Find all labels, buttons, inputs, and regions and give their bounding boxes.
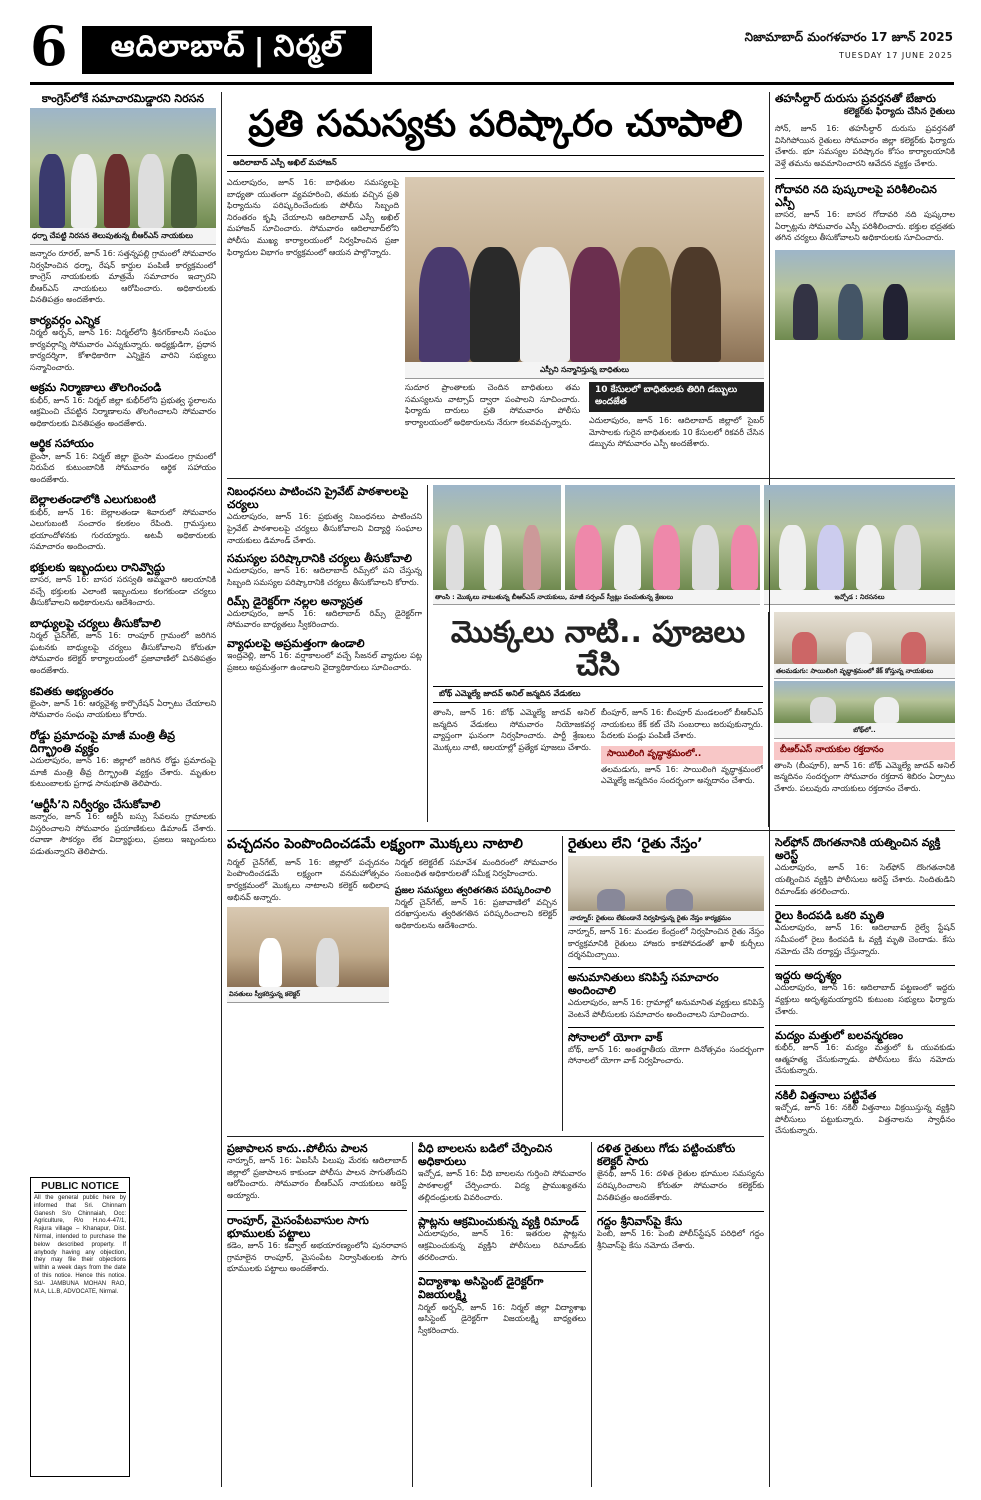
farmer-column bbox=[568, 836, 764, 1131]
bottom-col-2 bbox=[418, 1142, 586, 1487]
plant-headline: మొక్కలు నాటి.. పూజలు చేసి bbox=[450, 615, 746, 683]
plant-subhead: బీఆర్‌ఎస్ నాయకుల రక్తదానం bbox=[774, 742, 955, 760]
masthead-rule bbox=[30, 82, 954, 85]
lead-highlight: 10 కేసులలో బాధితులకు తిరిగి డబ్బులు అందజేత bbox=[589, 382, 764, 412]
section-rule bbox=[227, 830, 955, 831]
lead-photo-caption: ఎస్పీని సన్మానిస్తున్న బాధితులు bbox=[405, 362, 764, 379]
story-body: తలమడుగు, జూన్ 16: సాయిలింగి వృద్ధాశ్రమంలో ఎమ్మెల్యే జన్మదినం సందర్భంగా అన్నదానం చేశారు. bbox=[601, 764, 763, 786]
story-body: బాసర, జూన్ 16: బాసర సరస్వతి అమ్మవారి ఆలయానికి వచ్చే భక్తులకు ఎలాంటి ఇబ్బందులు కలగకుండా చర్యలు తీసుకోవాలని అధికారులను ఆదేశించారు. bbox=[30, 575, 216, 608]
public-notice bbox=[30, 1177, 130, 1477]
story-headline: గద్దం శ్రీనివాస్‌పై కేసు bbox=[597, 1211, 764, 1228]
story-body: ఎదులాపురం, జూన్ 16: జిల్లాలో జరిగిన రోడ్డు ప్రమాదంపై మాజీ మంత్రి తీవ్ర దిగ్భ్రాంతి వ్యక్తం చేశారు. మృతుల కుటుంబాలకు ప్రగాఢ సానుభూతి తెలిపారు. bbox=[30, 756, 216, 789]
story-body: నార్నూర్, జూన్ 16: మండల కేంద్రంలో నిర్వహించిన రైతు నేస్తం కార్యక్రమానికి రైతులు హాజరు కాకపోవడంతో ఖాళీ కుర్చీలు దర్శనమిచ్చాయి. bbox=[568, 927, 764, 960]
story-photo bbox=[774, 681, 955, 723]
story-headline: రాంపూర్, మైసంపేటవాసుల సాగు భూములకు పట్టాలు bbox=[227, 1210, 407, 1240]
lead-headline: ప్రతి సమస్యకు పరిష్కారం చూపాలి bbox=[248, 102, 743, 145]
photo-caption: తలమడుగు: సాయిలింగి వృద్ధాశ్రమంలో కేక్ కోస్తున్న నాయకులు bbox=[774, 664, 955, 679]
lead-body: ఎదులాపురం, జూన్ 16: బాధితుల సమస్యలపై బాధ్యతా యుతంగా వ్యవహరించి, తమకు వచ్చిన ప్రతి ఫిర్యాదును పరిష్కరించేందుకు పోలీసు సిబ్బంది నిరంతరం కృషి చేయాలని ఆదిలాబాద్ ఎస్పీ అఖిల్ మహాజన్ సూచించారు. సోమవారం ఆదిలాబాద్‌లోని పోలీసు ముఖ్య కార్యాలయంలో నిర్వహించిన ప్రజా ఫిర్యాదుల విభాగం కార్యక్రమంలో ఆయన పాల్గొన్నారు. bbox=[227, 178, 399, 257]
masthead bbox=[0, 0, 981, 82]
column-divider bbox=[562, 836, 563, 1131]
photo-caption: ధర్నా చేపట్టి నిరసన తెలుపుతున్న బీఆర్‌ఎస్ నాయకులు bbox=[30, 228, 216, 245]
plant-story bbox=[433, 612, 763, 827]
story-photo bbox=[568, 856, 764, 911]
date-telugu: నిజామాబాద్ మంగళవారం 17 జూన్ 2025 bbox=[744, 30, 953, 44]
story-headline: గోదావరి నది పుష్కరాలపై పరిశీలించిన ఎస్పీ bbox=[775, 178, 955, 209]
story-headline: రైలు కిందపడి ఒకరి మృతి bbox=[775, 905, 955, 922]
column-right-top bbox=[775, 92, 955, 492]
edition-left: ఆదిలాబాద్ bbox=[110, 29, 246, 64]
story-body: పెంబి, జూన్ 16: పెంబి పోలీస్‌స్టేషన్ పరిధిలో గద్దం శ్రీనివాస్‌పై కేసు నమోదు చేశారు. bbox=[597, 1229, 764, 1250]
edition-separator: | bbox=[253, 32, 266, 68]
story-body: తాంసి (బీంపూర్), జూన్ 16: బోథ్ ఎమ్మెల్యే జాదవ్ అనిల్ జన్మదినం సందర్భంగా సోమవారం రక్తదాన శిబిరం ఏర్పాటు చేశారు. పలువురు నాయకులు రక్తదానం చేశారు. bbox=[774, 760, 955, 794]
section-rule bbox=[227, 478, 955, 479]
story-headline: నకిలీ విత్తనాలు పట్టివేత bbox=[775, 1085, 955, 1102]
column-divider bbox=[221, 92, 222, 1487]
story-headline: భక్తులకు ఇబ్బందులు రానివ్వొద్దు bbox=[30, 560, 165, 574]
column-mid bbox=[227, 485, 422, 822]
story-headline: కవితకు అభ్యంతరం bbox=[30, 684, 114, 698]
column-divider bbox=[591, 1142, 592, 1487]
date-english: TUESDAY 17 JUNE 2025 bbox=[838, 51, 953, 60]
story-headline: ఇద్దరు అదృశ్యం bbox=[775, 965, 955, 982]
notice-title: PUBLIC NOTICE bbox=[34, 1181, 126, 1193]
story-photo bbox=[227, 907, 389, 987]
story-body: బాసర, జూన్ 16: బాసర గోదావరి నది పుష్కరాల ఏర్పాట్లను సోమవారం ఎస్పీ పరిశీలించారు. భక్తుల భద్రతకు తగిన చర్యలు తీసుకోవాలని అధికారులకు సూచించారు. bbox=[775, 209, 955, 243]
story-body: ఎదులాపురం, జూన్ 16: సెల్‌ఫోన్ దొంగతనానికి యత్నించిన వ్యక్తిని పోలీసులు అరెస్ట్ చేశారు. నిందితుడిని రిమాండ్‌కు తరలించారు. bbox=[775, 863, 955, 896]
story-headline: మద్యం మత్తులో బలవన్మరణం bbox=[775, 1025, 955, 1042]
column-divider bbox=[769, 92, 770, 492]
column-left bbox=[30, 92, 216, 1487]
story-body: ఎదులాపురం, జూన్ 16: ఆదిలాబాద్ రిమ్స్‌లో పని చేస్తున్న సిబ్బంది సమస్యల పరిష్కారానికి చర్యలు తీసుకోవాలని కోరారు. bbox=[227, 566, 422, 587]
story-body: భైంసా, జూన్ 16: ఆర్యవైశ్య కార్పొరేషన్ ఏర్పాటు చేయాలని సోమవారం సంఘ నాయకులు కోరారు. bbox=[30, 698, 216, 720]
story-body: ఇచ్చోడ, జూన్ 16: వీధి బాలలను గుర్తించి సోమవారం పాఠశాలల్లో చేర్పించారు. విద్య ప్రాముఖ్యతను తల్లిదండ్రులకు వివరించారు. bbox=[418, 1169, 586, 1202]
story-body: ఎదులాపురం, జూన్ 16: ఇతరుల ప్లాట్లను ఆక్రమించుకున్న వ్యక్తిని పోలీసులు రిమాండ్‌కు తరలించారు. bbox=[418, 1229, 586, 1262]
story-body: నార్నూర్, జూన్ 16: ఏఐసీసీ పిలుపు మేరకు ఆదిలాబాద్ జిల్లాలో ప్రజాపాలన కాకుండా పోలీసు పాలన సాగుతోందని ఆరోపించారు. సోమవారం బీఆర్‌ఎస్ నాయకులు అరెస్ట్ అయ్యారు. bbox=[227, 1156, 407, 1200]
story-photo bbox=[565, 485, 760, 590]
story-headline: తహసీల్దార్ దురుసు ప్రవర్తనతో బేజారు bbox=[775, 92, 936, 105]
lead-body: ఎదులాపురం, జూన్ 16: ఆదిలాబాద్ జిల్లాలో సైబర్ మోసాలకు గురైన బాధితులకు 10 కేసులలో రికవరీ చేసిన డబ్బును సోమవారం ఎస్పీ అందజేశారు. bbox=[589, 416, 764, 449]
plant-right bbox=[774, 612, 955, 827]
story-headline: బెల్లాలతండాలోకి ఎలుగుబంటి bbox=[30, 493, 156, 507]
story-body: నిర్మల్ చైన్‌గేట్, జూన్ 16: రాంపూర్ గ్రామంలో జరిగిన ఘటనకు బాధ్యులపై చర్యలు తీసుకోవాలని కోరుతూ సోమవారం కలెక్టర్ కార్యాలయంలో ప్రజావాణిలో వినతిపత్రం అందజేశారు. bbox=[30, 631, 216, 675]
story-body: తాంసి, జూన్ 16: బోథ్ ఎమ్మెల్యే జాదవ్ అనిల్ జన్మదిన వేడుకలు సోమవారం నియోజకవర్గ వ్యాప్తంగా ఘనంగా నిర్వహించారు. పార్టీ శ్రేణులు మొక్కలు నాటి, ఆలయాల్లో ప్రత్యేక పూజలు చేశారు. bbox=[433, 708, 595, 752]
story-headline: బాధ్యులపై చర్యలు తీసుకోవాలి bbox=[30, 616, 161, 630]
photo-caption: ఇచ్చోడ : నిరసనలు bbox=[764, 590, 955, 605]
story-photo bbox=[775, 250, 955, 340]
story-headline: రిమ్స్ డైరెక్టర్‌గా నల్లల అన్యాస్రత bbox=[227, 594, 363, 608]
story-headline: పచ్చదనం పెంపొందించడమే లక్ష్యంగా మొక్కలు నాటాలి bbox=[227, 836, 523, 852]
story-body: జైనథ్, జూన్ 16: దళిత రైతుల భూముల సమస్యను పరిష్కరించాలని కోరుతూ సోమవారం కలెక్టర్‌కు వినతిపత్రం అందజేశారు. bbox=[597, 1169, 764, 1202]
story-headline: దళిత రైతులు గోడు పట్టించుకోరు కలెక్టర్ సారు bbox=[597, 1142, 736, 1169]
page-number: 6 bbox=[30, 14, 68, 78]
story-body: సోన్, జూన్ 16: తహసీల్దార్ దురుసు ప్రవర్తనతో విసిగిపోయిన రైతులు సోమవారం జిల్లా కలెక్టర్‌కు ఫిర్యాదు చేశారు. భూ సమస్యల పరిష్కారం కోసం కార్యాలయానికి వెళ్తే తమను అవమానించారని ఆవేదన వ్యక్తం చేశారు. bbox=[775, 124, 955, 168]
story-headline: నిబంధనలు పాటించని ప్రైవేట్ పాఠశాలలపై చర్యలు bbox=[227, 485, 409, 512]
plant-subhead: సాయిలింగి వృద్ధాశ్రమంలో.. bbox=[601, 746, 763, 764]
story-body: జన్నారం, జూన్ 16: ఆర్టీసీ బస్సు సేవలను గ్రామాలకు విస్తరించాలని సోమవారం ప్రయాణికులు డిమాండ్ చేశారు. రవాణా సౌకర్యం లేక విద్యార్థులు, ప్రజలు ఇబ్బందులు పడుతున్నారని తెలిపారు. bbox=[30, 812, 216, 856]
story-body: కడెం, జూన్ 16: కవ్వాల్ అభయారణ్యంలోని పునరావాస గ్రామాలైన రాంపూర్, మైసంపేట నిర్వాసితులకు సాగు భూములకు పట్టాలు అందజేశారు. bbox=[227, 1240, 407, 1274]
story-body: ఎదులాపురం, జూన్ 16: ఆదిలాబాద్ రైల్వే స్టేషన్ సమీపంలో రైలు కిందపడి ఓ వ్యక్తి మృతి చెందాడు. కేసు నమోదు చేసి దర్యాప్తు చేస్తున్నారు. bbox=[775, 923, 955, 956]
story-headline: సమస్యల పరిష్కారానికి చర్యలు తీసుకోవాలి bbox=[227, 552, 412, 566]
story-headline: ప్లాట్లను ఆక్రమించుకున్న వ్యక్తి రిమాండ్ bbox=[418, 1211, 586, 1228]
lead-byline: ఆదిలాబాద్ ఎస్పీ అఖిల్ మహాజన్ bbox=[227, 155, 764, 172]
edition-band bbox=[82, 26, 372, 74]
story-headline: వ్యాధులపై అప్రమత్తంగా ఉండాలి bbox=[227, 636, 365, 650]
column-divider bbox=[427, 485, 428, 822]
photo-caption: తాంసి : మొక్కలు నాటుతున్న బీఆర్‌ఎస్ నాయకులు, మాజీ సర్పంచ్ స్వీట్లు పంచుతున్న శ్రేణులు bbox=[433, 590, 760, 605]
lead-photo bbox=[405, 177, 764, 362]
story-headline: అక్రమ నిర్మాణాలు తొలగించండి bbox=[30, 381, 162, 395]
story-body: బోథ్, జూన్ 16: అంతర్జాతీయ యోగా దినోత్సవం సందర్భంగా సోనాలలో యోగా వాక్ నిర్వహించారు. bbox=[568, 1044, 764, 1066]
story-headline: వీధి బాలలను బడిలో చేర్పించిన అధికారులు bbox=[418, 1142, 553, 1169]
story-body: జన్నారం రూరల్, జూన్ 16: సత్తన్నపల్లి గ్రామంలో సోమవారం నిర్వహించిన ధర్నా, రేషన్ కార్డుల పంపిణీ కార్యక్రమంలో కాంగ్రెస్ నాయకులకు మాత్రమే సమాచారం ఇచ్చారని బీఆర్‌ఎస్ నాయకులు ఆరోపించారు. అధికారులకు వినతిపత్రం అందజేశారు. bbox=[30, 248, 216, 305]
story-headline: విద్యాశాఖ అసిస్టెంట్ డైరెక్టర్‌గా విజయలక్ష్మి bbox=[418, 1271, 586, 1301]
story-body: ఎదులాపురం, జూన్ 16: ఆదిలాబాద్ పట్టణంలో ఇద్దరు వ్యక్తులు అదృశ్యమయ్యారని కుటుంబ సభ్యులు ఫిర్యాదు చేశారు. bbox=[775, 983, 955, 1016]
story-body: నిర్మల్ అర్బన్, జూన్ 16: నిర్మల్ జిల్లా విద్యాశాఖ అసిస్టెంట్ డైరెక్టర్‌గా విజయలక్ష్మి బాధ్యతలు స్వీకరించారు. bbox=[418, 1302, 586, 1335]
story-headline: రైతులు లేని ‘రైతు నేస్తం’ bbox=[568, 836, 703, 852]
story-body: కుభీర్, జూన్ 16: నిర్మల్ జిల్లా కుభీర్‌లోని ప్రభుత్వ స్థలాలను ఆక్రమించి చేపట్టిన నిర్మాణాలను తొలగించాలని సోమవారం అధికారులకు వినతిపత్రం అందజేశారు. bbox=[30, 395, 216, 428]
story-body: నిర్మల్ చైన్‌గేట్, జూన్ 16: ప్రజావాణిలో వచ్చిన దరఖాస్తులను త్వరితగతిన పరిష్కరించాలని కలెక్టర్ అధికారులను ఆదేశించారు. bbox=[395, 897, 557, 930]
story-headline: అనుమానితులు కనిపిస్తే సమాచారం అందించాలి bbox=[568, 967, 764, 997]
story-body: ఎదులాపురం, జూన్ 16: ప్రభుత్వ నిబంధనలు పాటించని ప్రైవేట్ పాఠశాలలపై చర్యలు తీసుకోవాలని విద్యార్థి సంఘాల నాయకులు డిమాండ్ చేశారు. bbox=[227, 512, 422, 545]
story-headline: కార్యవర్గం ఎన్నిక bbox=[30, 313, 100, 327]
story-headline: కాంగ్రెస్‌లోకే సమాచారమిడ్డారని నిరసన bbox=[41, 92, 205, 105]
story-body: నిర్మల్ కలెక్టరేట్ సమావేశ మందిరంలో సోమవారం సంబంధిత అధికారులతో సమీక్ష నిర్వహించారు. bbox=[395, 857, 557, 879]
bottom-col-1 bbox=[227, 1142, 407, 1487]
story-body: బీంపూర్, జూన్ 16: బీంపూర్ మండలంలో బీఆర్‌ఎస్ నాయకులు కేక్ కట్ చేసి సంబరాలు జరుపుకున్నారు. పేదలకు పండ్లు పంపిణీ చేశారు. bbox=[601, 708, 763, 741]
photo-caption: నార్నూర్: రైతులు లేకుండానే నిర్వహిస్తున్న రైతు నేస్తం కార్యక్రమం bbox=[568, 911, 764, 926]
photo-row bbox=[433, 485, 955, 605]
story-headline: ప్రజాపాలన కాదు..పోలీసు పాలన bbox=[227, 1142, 368, 1155]
column-divider bbox=[412, 1142, 413, 1487]
section-rule bbox=[227, 1136, 764, 1137]
story-body: ఇచ్చోడ, జూన్ 16: నకిలీ విత్తనాలు విక్రయిస్తున్న వ్యక్తిని పోలీసులు పట్టుకున్నారు. విత్తనాలను స్వాధీనం చేసుకున్నారు. bbox=[775, 1103, 955, 1136]
photo-caption: బోథ్‌లో.. bbox=[774, 723, 955, 738]
edition-right: నిర్మల్ bbox=[273, 29, 344, 64]
story-body: భైంసా, జూన్ 16: నిర్మల్ జిల్లా భైంసా మండలం గ్రామంలో నిరుపేద కుటుంబానికి సోమవారం ఆర్థిక సహాయం అందజేశారు. bbox=[30, 451, 216, 484]
lead-story bbox=[227, 92, 764, 472]
green-story bbox=[227, 836, 557, 1131]
story-photo bbox=[764, 485, 955, 590]
notice-body: All the general public here by informed that Sri. Chinnam Ganesh S/o Chinnaiah, Occ: Agriculture, R/o H.no.4-47/1, Rajura village – Khanapur, Dist. Nirmal, intended to purchase the below described property. If anybody having any objection, they may file their objections within a week days from the date of this notice. Hence this notice. Sd/- JAMBUNA MOHAN RAO, M.A, LL.B, ADVOCATE, Nirmal. bbox=[34, 1195, 126, 1295]
story-body: నిర్మల్ అర్బన్, జూన్ 16: నిర్మల్‌లోని శ్రీనగర్‌కాలనీ సంఘం కార్యవర్గాన్ని సోమవారం ఎన్నుకున్నారు. అధ్యక్షుడిగా, ప్రధాన కార్యదర్శిగా, కోశాధికారిగా ఎన్నికైన వారిని సభ్యులు సన్మానించారు. bbox=[30, 328, 216, 372]
story-body: నిర్మల్ చైన్‌గేట్, జూన్ 16: జిల్లాలో పచ్చదనం పెంపొందించడమే లక్ష్యంగా వనమహోత్సవం కార్యక్రమంలో మొక్కలు నాటాలని కలెక్టర్ అభిలాష అభినవ్ అన్నారు. bbox=[227, 857, 389, 902]
story-headline: సెల్‌ఫోన్ దొంగతనానికి యత్నించిన వ్యక్తి అరెస్ట్ bbox=[775, 836, 941, 863]
story-body: ఎదులాపురం, జూన్ 16: గ్రామాల్లో అనుమానిత వ్యక్తులు కనిపిస్తే వెంటనే పోలీసులకు సమాచారం అందించాలని సూచించారు. bbox=[568, 998, 764, 1019]
story-body: ఇంద్రవెల్లి, జూన్ 16: వర్షాకాలంలో వచ్చే సీజనల్ వ్యాధుల పట్ల ప్రజలు అప్రమత్తంగా ఉండాలని వైద్యాధికారులు సూచించారు. bbox=[227, 651, 422, 672]
photo-caption: వినతులు స్వీకరిస్తున్న కలెక్టర్ bbox=[227, 987, 389, 1002]
story-subhead: కలెక్టర్‌కు ఫిర్యాదు చేసిన రైతులు bbox=[843, 107, 955, 118]
story-subhead: ప్రజల సమస్యలు త్వరితగతిన పరిష్కరించాలి bbox=[395, 885, 551, 896]
story-body: ఎదులాపురం, జూన్ 16: ఆదిలాబాద్ రిమ్స్ డైరెక్టర్‌గా సోమవారం బాధ్యతలు స్వీకరించారు. bbox=[227, 608, 422, 630]
story-headline: రోడ్డు ప్రమాదంపై మాజీ మంత్రి తీవ్ర దిగ్భ్రాంతి వ్యక్తం bbox=[30, 728, 175, 756]
story-photo bbox=[30, 108, 216, 228]
story-body: కుభీర్, జూన్ 16: బెల్లాలతండా శివారులో సోమవారం ఎలుగుబంటి సంచారం కలకలం రేపింది. గ్రామస్తులు భయాందోళనకు గురయ్యారు. అటవీ అధికారులకు సమాచారం అందించారు. bbox=[30, 507, 216, 552]
plant-byline: బోథ్ ఎమ్మెల్యే జాదవ్ అనిల్ జన్మదిన వేడుకలు bbox=[433, 686, 763, 703]
column-right-lower bbox=[775, 836, 955, 1487]
column-divider bbox=[769, 500, 770, 1487]
story-headline: ‘ఆర్టీసీ’ని నిర్వీర్యం చేసుకోవాలి bbox=[30, 798, 161, 812]
dateline bbox=[745, 30, 953, 60]
story-photo bbox=[774, 612, 955, 664]
story-headline: ఆర్థిక సహాయం bbox=[30, 437, 94, 451]
story-body: కుభీర్, జూన్ 16: మద్యం మత్తులో ఓ యువకుడు ఆత్మహత్య చేసుకున్నాడు. పోలీసులు కేసు నమోదు చేసుకున్నారు. bbox=[775, 1043, 955, 1076]
bottom-col-3 bbox=[597, 1142, 764, 1487]
story-photo bbox=[433, 485, 561, 590]
lead-body: సుదూర ప్రాంతాలకు చెందిన బాధితులు తమ సమస్యలను వాట్సాప్ ద్వారా పంపాలని సూచించారు. ఫిర్యాదు దారులు ప్రతి సోమవారం పోలీసు కార్యాలయంలో అధికారులను నేరుగా కలవవచ్చన్నారు. bbox=[405, 383, 580, 427]
story-headline: సోనాలలో యోగా వాక్ bbox=[568, 1027, 764, 1044]
